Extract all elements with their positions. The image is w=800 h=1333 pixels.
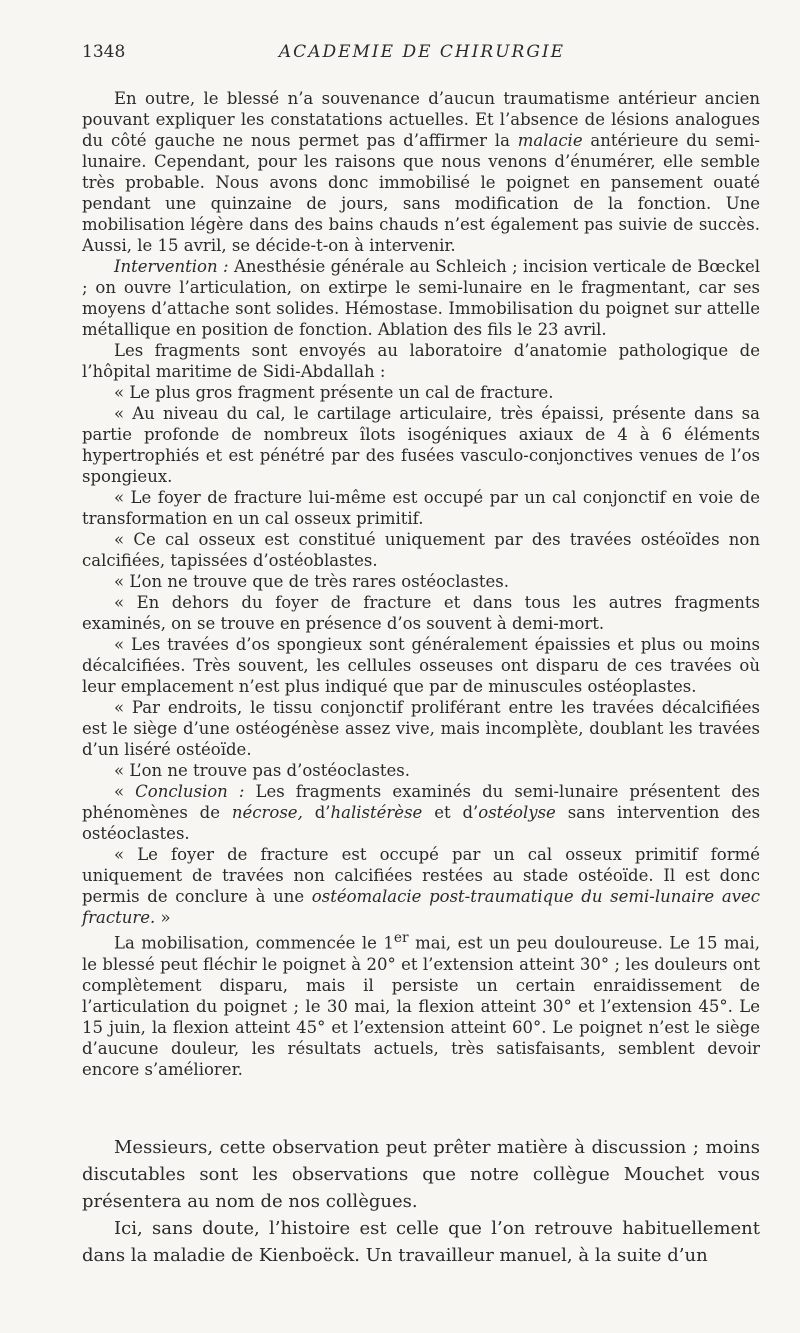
page-header bbox=[82, 42, 762, 72]
quote-paragraph: « Les travées d’os spongieux sont généralement épaissies et plus ou moins décalcifiées. Très souvent, les cellules osseuses ont disparu de ces travées où leur emplacement n’est plus indiqué que par de minuscules ostéoplastes. bbox=[82, 635, 760, 696]
case-report-text bbox=[82, 88, 760, 1080]
paragraph-mobilisation: La mobilisation, commencée le 1er mai, est un peu douloureuse. Le 15 mai, le blessé peut fléchir le poignet à 20° et l’extension atteint 30° ; les douleurs ont complètement disparu, mais il persiste un certain enraidissement de l’articulation du poignet ; le 30 mai, la flexion atteint 30° et l’extension 45°. Le 15 juin, la flexion atteint 45° et l’extension atteint 60°. Le poignet n’est le siège d’aucune douleur, les résultats actuels, très satisfaisants, semblent devoir encore s’améliorer. bbox=[82, 930, 760, 1079]
quote-paragraph: « L’on ne trouve que de très rares ostéoclastes. bbox=[114, 572, 509, 591]
running-title: ACADEMIE DE CHIRURGIE bbox=[278, 42, 566, 62]
page bbox=[82, 42, 762, 1266]
quote-paragraph: « En dehors du foyer de fracture et dans tous les autres fragments examinés, on se trouve en présence d’os souvent à demi-mort. bbox=[82, 593, 760, 633]
quote-paragraph: « Le foyer de fracture lui-même est occupé par un cal conjonctif en voie de transformation en un cal osseux primitif. bbox=[82, 488, 760, 528]
quote-conclusion: « Conclusion : Les fragments examinés du semi-lunaire présentent des phénomènes de nécrose, d’halistérèse et d’ostéolyse sans intervention des ostéoclastes. bbox=[82, 782, 761, 843]
discussion-text bbox=[82, 1134, 760, 1269]
quote-paragraph: « Le foyer de fracture est occupé par un cal osseux primitif formé uniquement de travées non calcifiées restées au stade ostéoïde. Il est donc permis de conclure à une ostéomalacie post-traumatique du semi-lunaire avec fracture. » bbox=[82, 845, 760, 927]
paragraph: Les fragments sont envoyés au laboratoire d’anatomie pathologique de l’hôpital maritime de Sidi-Abdallah : bbox=[82, 341, 760, 381]
quote-paragraph: « Le plus gros fragment présente un cal de fracture. bbox=[114, 383, 554, 402]
quote-paragraph: « L’on ne trouve pas d’ostéoclastes. bbox=[114, 761, 411, 780]
paragraph: Ici, sans doute, l’histoire est celle que l’on retrouve habituellement dans la maladie de Kienboëck. Un travailleur manuel, à la suite d’un bbox=[82, 1218, 760, 1266]
quote-paragraph: « Ce cal osseux est constitué uniquement par des travées ostéoïdes non calcifiées, tapissées d’ostéoblastes. bbox=[82, 530, 760, 570]
paragraph-intervention: Intervention : Anesthésie générale au Schleich ; incision verticale de Bœckel ; on ouvre l’articulation, on extirpe le semi-lunaire en le fragmentant, car ses moyens d’attache sont solides. Hémostase. Immobilisation du poignet sur attelle métallique en position de fonction. Ablation des fils le 23 avril. bbox=[82, 257, 760, 339]
quote-paragraph: « Par endroits, le tissu conjonctif proliférant entre les travées décalcifiées est le siège d’une ostéogénèse assez vive, mais incomplète, doublant les travées d’un liséré ostéoïde. bbox=[82, 698, 760, 759]
paragraph: Messieurs, cette observation peut prêter matière à discussion ; moins discutables sont les observations que notre collègue Mouchet vous présentera au nom de nos collègues. bbox=[82, 1137, 760, 1212]
paragraph: En outre, le blessé n’a souvenance d’aucun traumatisme antérieur ancien pouvant expliquer les constatations actuelles. Et l’absence de lésions analogues du côté gauche ne nous permet pas d’affirmer la malacie antérieure du semi-lunaire. Cependant, pour les raisons que nous venons d’énumérer, elle semble très probable. Nous avons donc immobilisé le poignet en pansement ouaté pendant une quinzaine de jours, sans modification de la fonction. Une mobilisation légère dans des bains chauds n’est également pas suivie de succès. Aussi, le 15 avril, se décide-t-on à intervenir. bbox=[82, 89, 761, 255]
page-number: 1348 bbox=[82, 42, 126, 62]
quote-paragraph: « Au niveau du cal, le cartilage articulaire, très épaissi, présente dans sa partie profonde de nombreux îlots isogéniques axiaux de 4 à 6 éléments hypertrophiés et est pénétré par des fusées vasculo-conjonctives venues de l’os spongieux. bbox=[82, 404, 760, 486]
